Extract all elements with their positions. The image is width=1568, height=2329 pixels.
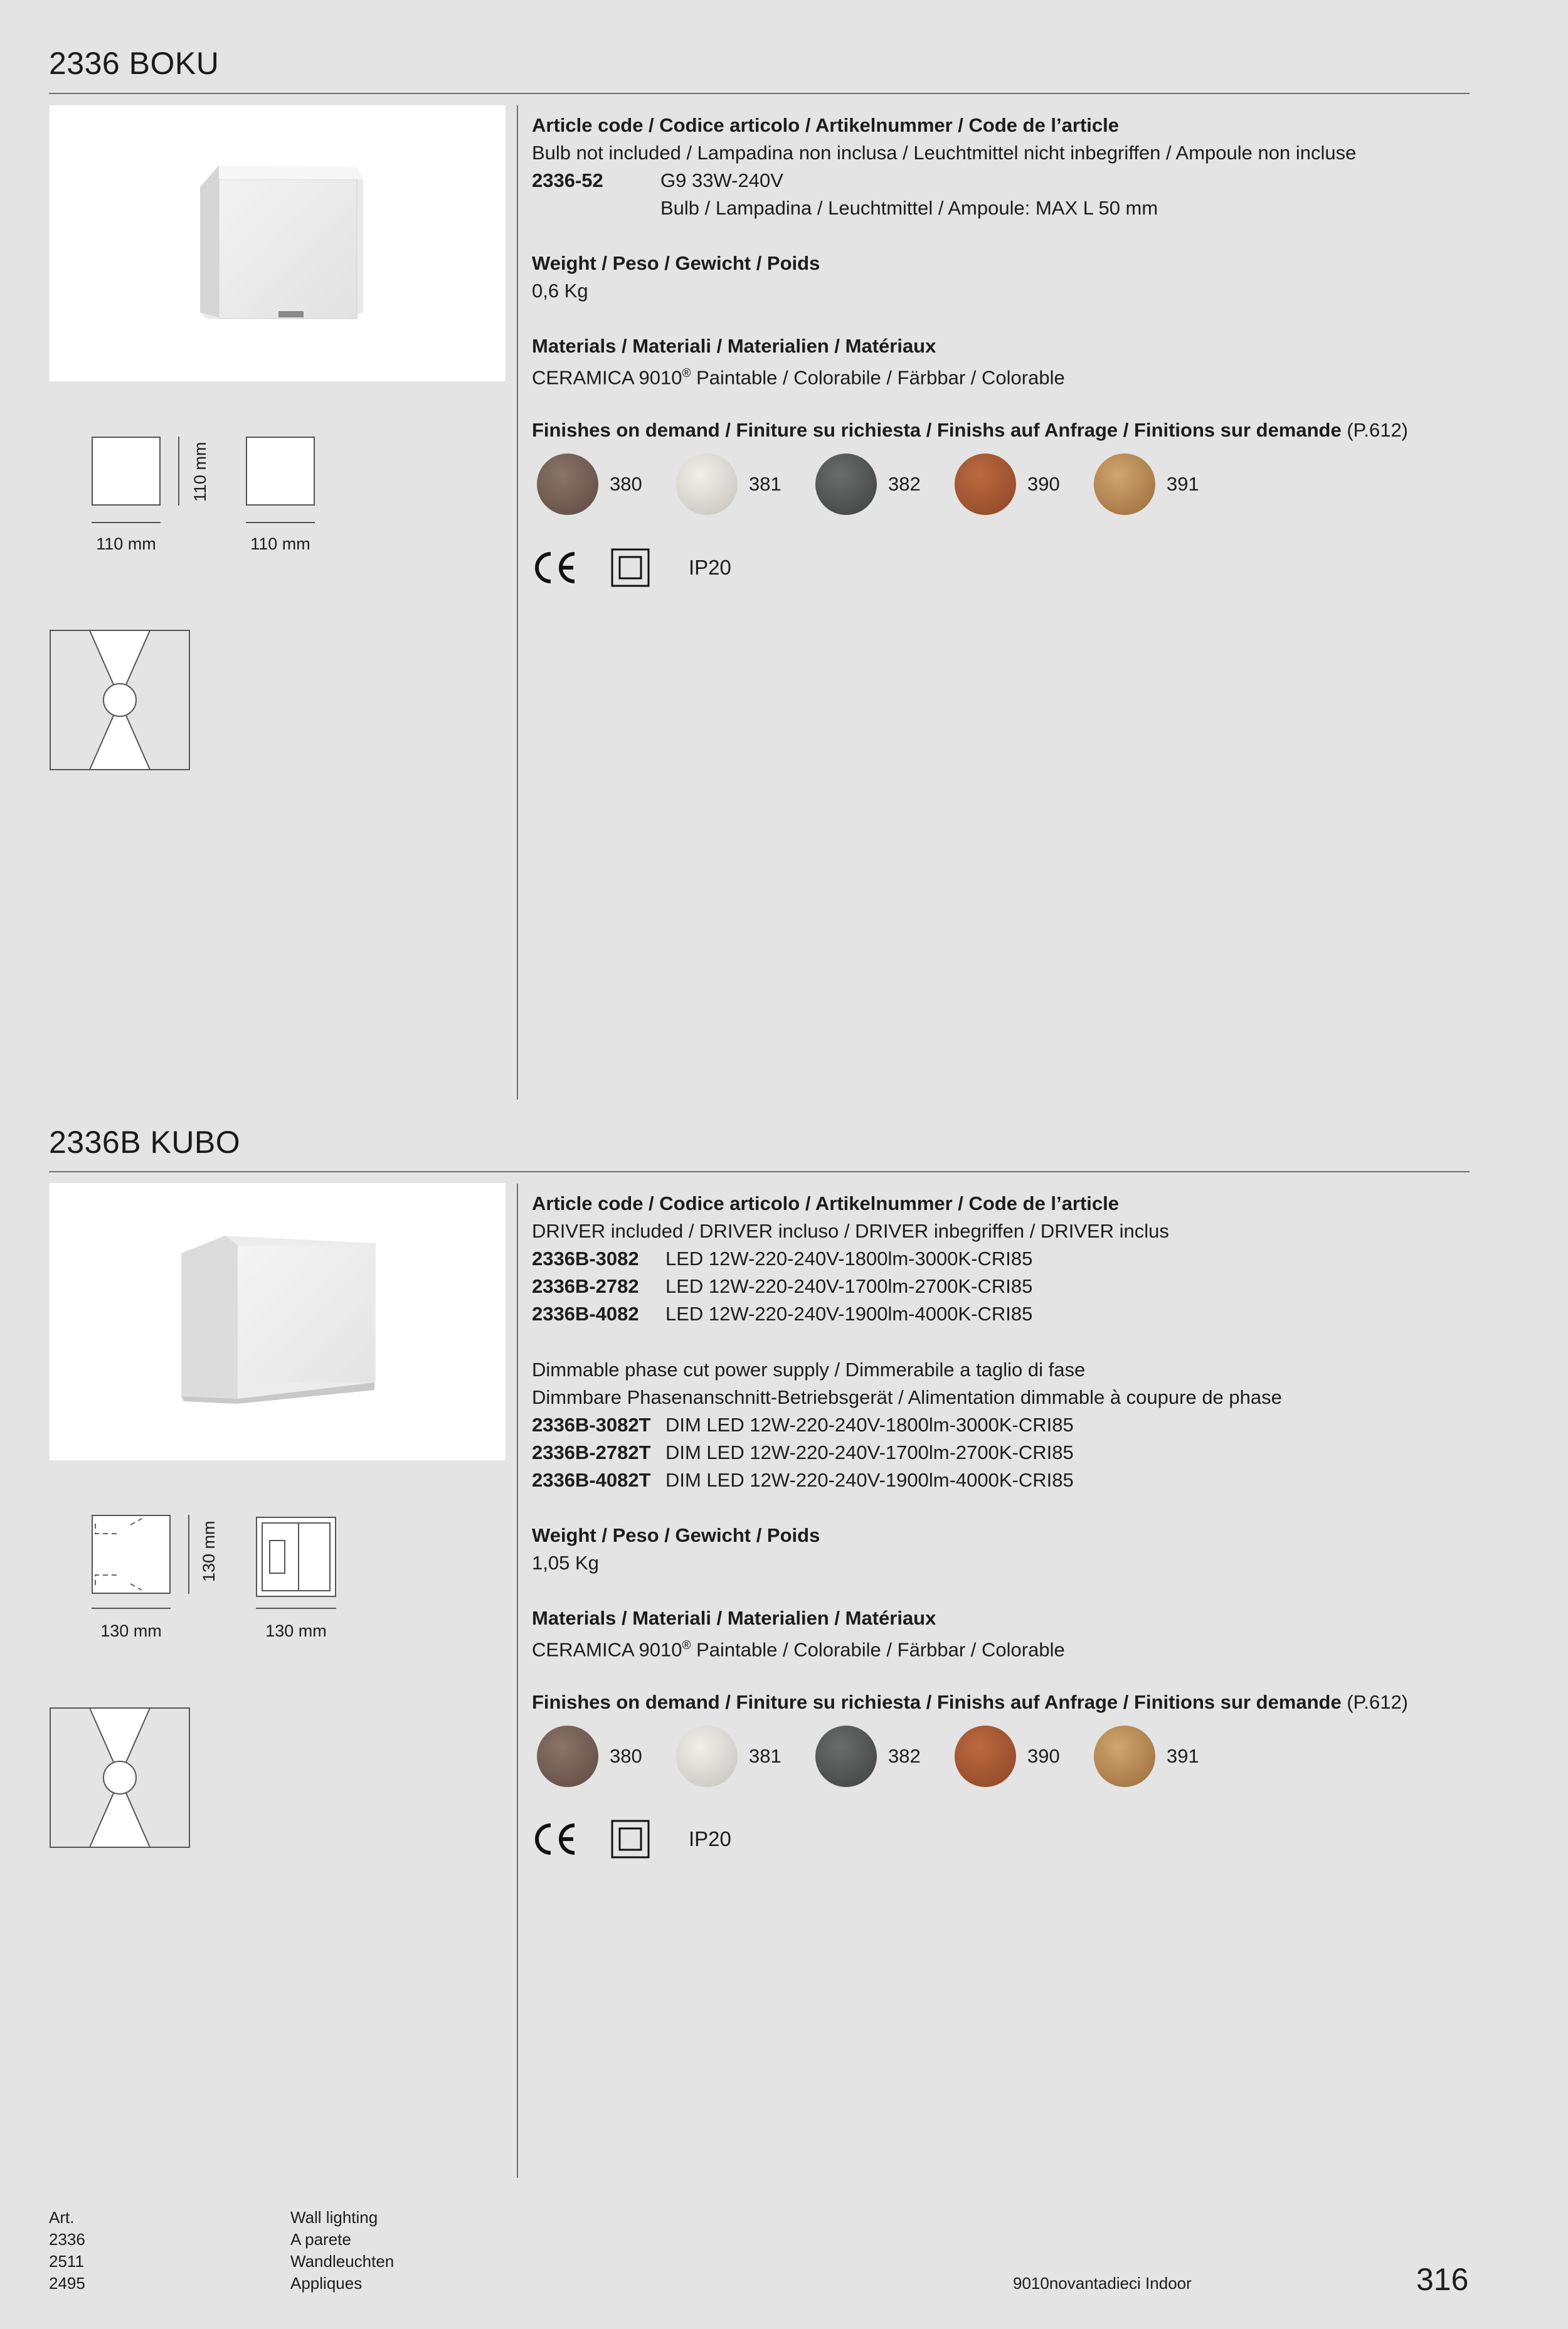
bulb-spec: Bulb / Lampadina / Leuchtmittel / Ampoule: MAX L 50 mm <box>660 197 1158 219</box>
footer-category: Appliques <box>290 2274 363 2293</box>
finish-swatch-391 <box>1094 1726 1155 1787</box>
finish-label: 390 <box>1027 1745 1060 1767</box>
front-view-hidden-lines <box>93 1516 169 1593</box>
footer-art-code: 2495 <box>49 2274 85 2293</box>
weight-heading: Weight / Peso / Gewicht / Poids <box>532 1524 820 1546</box>
side-view-drawing <box>246 437 315 506</box>
height-dimension-line <box>178 437 179 506</box>
depth-dimension-line <box>256 1608 336 1609</box>
article-spec: DIM LED 12W-220-240V-1800lm-3000K-CRI85 <box>665 1414 1074 1436</box>
ce-mark-icon <box>532 1820 578 1858</box>
materials-value: CERAMICA 9010® Paintable / Colorabile / Färbbar / Colorable <box>532 366 1065 389</box>
finish-swatch-381 <box>676 454 738 515</box>
finish-swatch-390 <box>955 1726 1016 1787</box>
footer-art-label: Art. <box>49 2208 75 2227</box>
materials-value: CERAMICA 9010® Paintable / Colorabile / Färbbar / Colorable <box>532 1638 1065 1661</box>
height-dimension-label: 130 mm <box>199 1520 218 1582</box>
article-code: 2336-52 <box>532 169 603 191</box>
product-photo <box>50 105 506 381</box>
class-ii-insulation-icon <box>611 1820 650 1859</box>
finish-label: 390 <box>1027 473 1060 495</box>
finish-label: 381 <box>749 1745 781 1767</box>
finish-label: 380 <box>610 473 642 495</box>
width-dimension-line <box>92 1608 171 1609</box>
light-emission-diagram <box>50 1707 190 1851</box>
article-code: 2336B-3082 <box>532 1248 639 1270</box>
article-code: 2336B-2782T <box>532 1441 651 1463</box>
finish-swatch-390 <box>955 454 1016 515</box>
article-spec: LED 12W-220-240V-1700lm-2700K-CRI85 <box>665 1275 1033 1297</box>
materials-heading: Materials / Materiali / Materialien / Matériaux <box>532 335 936 357</box>
driver-note: DRIVER included / DRIVER incluso / DRIVER inbegriffen / DRIVER inclus <box>532 1220 1169 1242</box>
certifications <box>532 548 731 587</box>
height-dimension-line <box>188 1515 189 1594</box>
materials-heading: Materials / Materiali / Materialien / Matériaux <box>532 1607 936 1629</box>
article-spec: DIM LED 12W-220-240V-1900lm-4000K-CRI85 <box>665 1469 1074 1491</box>
finish-swatch-382 <box>815 454 877 515</box>
finishes-heading: Finishes on demand / Finiture su richiesta / Finishs auf Anfrage / Finitions sur demande (P.612) <box>532 419 1409 441</box>
bulb-note: Bulb not included / Lampadina non inclusa / Leuchtmittel nicht inbegriffen / Ampoule non incluse <box>532 142 1357 164</box>
ip-rating: IP20 <box>689 556 731 579</box>
class-ii-insulation-icon <box>611 548 650 587</box>
article-code: 2336B-4082T <box>532 1469 651 1491</box>
finish-swatch-391 <box>1094 454 1155 515</box>
title-rule <box>49 93 1470 94</box>
dimmable-note: Dimmable phase cut power supply / Dimmerabile a taglio di fase <box>532 1359 1086 1381</box>
article-code: 2336B-3082T <box>532 1414 651 1436</box>
article-spec: LED 12W-220-240V-1800lm-3000K-CRI85 <box>665 1248 1033 1270</box>
footer-brand: 9010novantadieci Indoor <box>1013 2274 1192 2293</box>
ip-rating: IP20 <box>689 1827 731 1850</box>
front-view-drawing <box>92 437 161 506</box>
footer-art-code: 2336 <box>49 2230 85 2249</box>
article-code: 2336B-2782 <box>532 1275 639 1297</box>
finish-label: 382 <box>888 473 921 495</box>
finish-label: 381 <box>749 473 781 495</box>
article-code-heading: Article code / Codice articolo / Artikelnummer / Code de l’article <box>532 1192 1119 1214</box>
title-rule <box>49 1171 1470 1172</box>
article-code-heading: Article code / Codice articolo / Artikelnummer / Code de l’article <box>532 114 1119 136</box>
finish-label: 391 <box>1167 1745 1199 1767</box>
width-dimension-label: 110 mm <box>96 534 156 553</box>
article-code: 2336B-4082 <box>532 1303 639 1325</box>
product-photo <box>50 1183 506 1460</box>
footer-category: Wall lighting <box>290 2208 378 2227</box>
finish-swatches <box>537 1726 1233 1787</box>
article-spec: LED 12W-220-240V-1900lm-4000K-CRI85 <box>665 1303 1033 1325</box>
front-view-drawing <box>92 1515 171 1594</box>
section-title: 2336 BOKU <box>49 46 220 81</box>
finish-swatch-380 <box>537 1726 598 1787</box>
finish-label: 380 <box>610 1745 642 1767</box>
footer-art-code: 2511 <box>49 2252 84 2271</box>
width-dimension-line <box>92 522 161 523</box>
section-title: 2336B KUBO <box>49 1125 241 1160</box>
certifications <box>532 1820 731 1859</box>
wall-lamp-cube-image <box>50 1183 506 1460</box>
height-dimension-label: 110 mm <box>191 442 209 502</box>
article-spec: DIM LED 12W-220-240V-1700lm-2700K-CRI85 <box>665 1441 1074 1463</box>
dimmable-note: Dimmbare Phasenanschnitt-Betriebsgerät / Alimentation dimmable à coupure de phase <box>532 1386 1282 1408</box>
weight-value: 0,6 Kg <box>532 280 588 302</box>
ce-mark-icon <box>532 549 578 586</box>
width-dimension-label: 130 mm <box>100 1621 162 1640</box>
finish-swatch-381 <box>676 1726 738 1787</box>
footer-category: A parete <box>290 2230 351 2249</box>
footer-article-list <box>49 2207 85 2295</box>
light-emission-diagram <box>50 630 190 773</box>
finish-label: 382 <box>888 1745 921 1767</box>
column-divider <box>517 105 518 1100</box>
footer-category-list <box>290 2207 394 2295</box>
finishes-heading: Finishes on demand / Finiture su richiesta / Finishs auf Anfrage / Finitions sur demande (P.612) <box>532 1691 1409 1713</box>
finish-swatch-380 <box>537 454 598 515</box>
article-spec: G9 33W-240V <box>660 169 783 191</box>
footer-category: Wandleuchten <box>290 2252 395 2271</box>
weight-value: 1,05 Kg <box>532 1552 599 1574</box>
wall-lamp-cube-image <box>50 105 506 381</box>
column-divider <box>517 1184 518 2178</box>
finish-swatches <box>537 454 1233 515</box>
side-view-detail <box>257 1518 335 1596</box>
weight-heading: Weight / Peso / Gewicht / Poids <box>532 252 820 274</box>
depth-dimension-label: 110 mm <box>250 534 310 553</box>
page-number: 316 <box>1416 2262 1469 2297</box>
finish-label: 391 <box>1167 473 1199 495</box>
finish-swatch-382 <box>815 1726 877 1787</box>
depth-dimension-line <box>246 522 315 523</box>
depth-dimension-label: 130 mm <box>265 1621 327 1640</box>
side-view-drawing <box>256 1517 336 1597</box>
